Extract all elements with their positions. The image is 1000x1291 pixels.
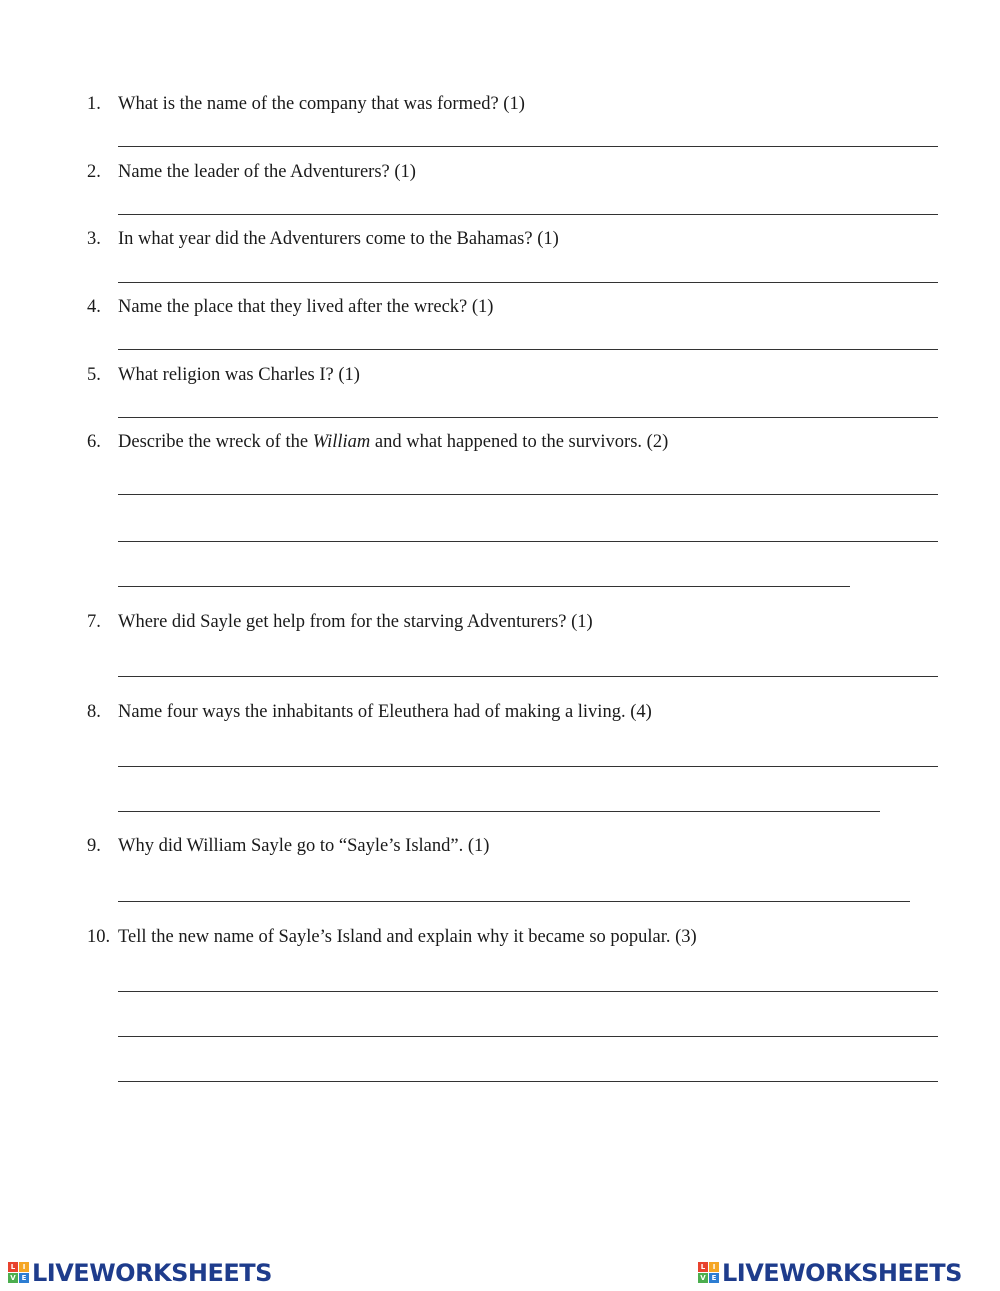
question-number: 1. — [87, 94, 101, 114]
question-text: Name the leader of the Adventurers? (1) — [118, 162, 416, 182]
answer-line[interactable] — [118, 214, 938, 215]
badge-letter: E — [19, 1273, 29, 1283]
question-text: In what year did the Adventurers come to the Bahamas? (1) — [118, 229, 559, 249]
question-number: 4. — [87, 297, 101, 317]
badge-letter: L — [698, 1262, 708, 1272]
answer-line[interactable] — [118, 282, 938, 283]
badge-letter: E — [709, 1273, 719, 1283]
question-number: 2. — [87, 162, 101, 182]
ship-name: William — [312, 432, 371, 452]
answer-line[interactable] — [118, 541, 938, 542]
answer-line[interactable] — [118, 146, 938, 147]
answer-line[interactable] — [118, 1036, 938, 1037]
question-number: 5. — [87, 365, 101, 385]
question-number: 9. — [87, 836, 101, 856]
question-number: 10. — [87, 927, 111, 947]
badge-letter: V — [698, 1273, 708, 1283]
answer-line[interactable] — [118, 494, 938, 495]
question-number: 3. — [87, 229, 101, 249]
logo-badge-icon — [8, 1262, 30, 1284]
answer-line[interactable] — [118, 811, 880, 812]
logo-text: LIVEWORKSHEETS — [722, 1259, 962, 1287]
question-number: 6. — [87, 432, 101, 452]
question-text: Why did William Sayle go to “Sayle’s Island”. (1) — [118, 836, 490, 856]
question-number: 7. — [87, 612, 101, 632]
question-text: Where did Sayle get help from for the starving Adventurers? (1) — [118, 612, 593, 632]
question-text: What religion was Charles I? (1) — [118, 365, 360, 385]
answer-line[interactable] — [118, 1081, 938, 1082]
answer-line[interactable] — [118, 991, 938, 992]
badge-letter: V — [8, 1273, 18, 1283]
question-text — [118, 433, 668, 452]
question-text-end: and what happened to the survivors. (2) — [370, 432, 669, 452]
answer-line[interactable] — [118, 586, 850, 587]
question-text: Tell the new name of Sayle’s Island and explain why it became so popular. (3) — [118, 927, 697, 947]
answer-line[interactable] — [118, 349, 938, 350]
logo-text: LIVEWORKSHEETS — [32, 1259, 272, 1287]
logo-badge-icon — [698, 1262, 720, 1284]
answer-line[interactable] — [118, 417, 938, 418]
question-number: 8. — [87, 702, 101, 722]
badge-letter: L — [8, 1262, 18, 1272]
liveworksheets-logo-right — [698, 1260, 962, 1286]
liveworksheets-logo-left — [8, 1260, 272, 1286]
badge-letter: I — [19, 1262, 29, 1272]
badge-letter: I — [709, 1262, 719, 1272]
answer-line[interactable] — [118, 766, 938, 767]
question-text: Name four ways the inhabitants of Eleuthera had of making a living. (4) — [118, 702, 652, 722]
answer-line[interactable] — [118, 901, 910, 902]
answer-line[interactable] — [118, 676, 938, 677]
question-text: Name the place that they lived after the wreck? (1) — [118, 297, 494, 317]
question-text-start: Describe the wreck of the — [118, 432, 313, 452]
question-text: What is the name of the company that was formed? (1) — [118, 94, 525, 114]
